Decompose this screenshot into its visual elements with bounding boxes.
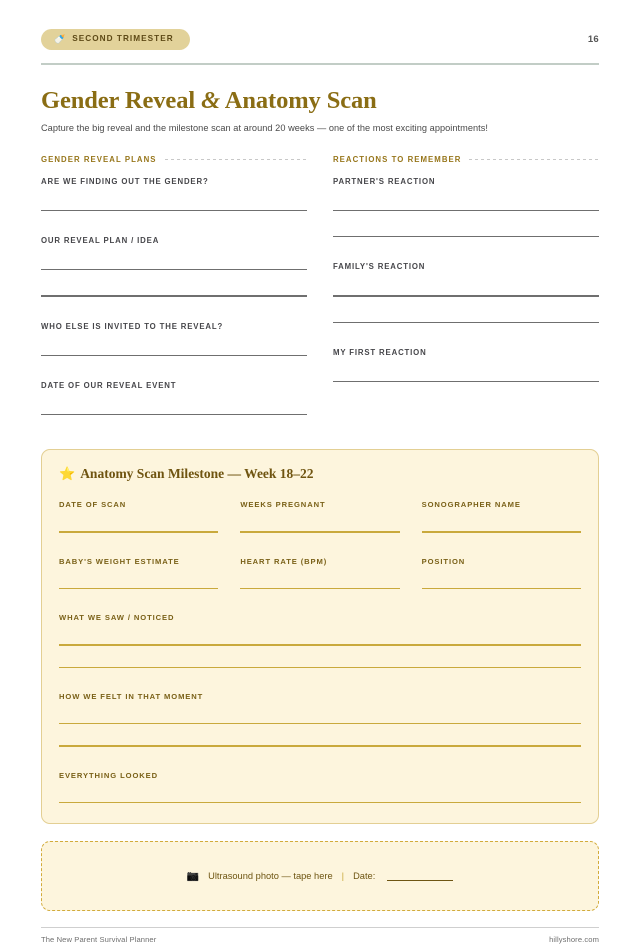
- field-label: SONOGRAPHER NAME: [421, 500, 521, 510]
- ultrasound-photo-box[interactable]: [41, 841, 599, 911]
- section-dashed-rule: [165, 159, 307, 160]
- page-footer: [41, 935, 599, 944]
- photo-box-date-label: Date:: [353, 871, 376, 882]
- card-title-text: Anatomy Scan Milestone — Week 18–22: [80, 466, 314, 482]
- scan-details-row-2: [59, 557, 581, 613]
- write-line[interactable]: [240, 588, 399, 589]
- field-label: PARTNER'S REACTION: [333, 176, 436, 186]
- footer-divider: [41, 927, 599, 928]
- field-label: OUR REVEAL PLAN / IDEA: [41, 235, 160, 245]
- write-line[interactable]: [59, 588, 218, 589]
- write-line[interactable]: [59, 745, 581, 746]
- page-header: [41, 0, 599, 50]
- anatomy-scan-milestone-card: [41, 449, 599, 824]
- section-label: GENDER REVEAL PLANS: [41, 154, 157, 164]
- field-our-reveal-plan-idea: [41, 236, 307, 297]
- page-title-ampersand: &: [201, 86, 221, 114]
- write-line[interactable]: [41, 269, 307, 270]
- page-title-part2: Anatomy Scan: [220, 86, 377, 114]
- field-label: DATE OF OUR REVEAL EVENT: [41, 381, 177, 391]
- write-line[interactable]: [422, 531, 581, 532]
- write-line[interactable]: [41, 355, 307, 356]
- page-title-part1: Gender Reveal: [41, 86, 202, 114]
- field-who-else-is-invited: [41, 322, 307, 356]
- field-label: EVERYTHING LOOKED: [59, 770, 158, 780]
- field-date-of-our-reveal-event: [41, 381, 307, 415]
- write-line[interactable]: [59, 667, 581, 668]
- write-line[interactable]: [41, 295, 307, 296]
- trimester-badge-label: SECOND TRIMESTER: [72, 34, 174, 44]
- camera-icon: 📷: [186, 870, 200, 882]
- reactions-to-remember-column: [333, 155, 599, 430]
- baby-bottle-icon: 🍼: [54, 34, 67, 44]
- write-line[interactable]: [41, 210, 307, 211]
- field-position: [422, 557, 581, 613]
- write-line[interactable]: [59, 802, 581, 803]
- write-line[interactable]: [333, 295, 599, 296]
- photo-box-separator: |: [341, 871, 345, 882]
- write-line[interactable]: [59, 723, 581, 724]
- field-my-first-reaction: [333, 348, 599, 382]
- section-header-reactions-to-remember: [333, 155, 599, 164]
- write-line[interactable]: [422, 588, 581, 589]
- footer-right-text[interactable]: hillyshore.com: [549, 935, 599, 944]
- photo-box-date-line[interactable]: [387, 871, 453, 881]
- write-line[interactable]: [333, 322, 599, 323]
- header-divider: [41, 63, 599, 65]
- page-subtitle: Capture the big reveal and the milestone scan at around 20 weeks — one of the most exciting appointments!: [41, 122, 489, 133]
- field-familys-reaction: [333, 262, 599, 323]
- photo-box-text: Ultrasound photo — tape here: [208, 871, 333, 882]
- field-what-we-saw-noticed: [59, 613, 581, 668]
- field-label: HOW WE FELT IN THAT MOMENT: [59, 692, 204, 702]
- field-label: FAMILY'S REACTION: [333, 262, 426, 272]
- page-title: [41, 87, 599, 115]
- field-label: DATE OF SCAN: [59, 500, 127, 510]
- star-icon: ⭐: [59, 466, 76, 482]
- field-are-we-finding-out-the-gender: [41, 177, 307, 211]
- trimester-badge: [41, 29, 190, 50]
- field-date-of-scan: [59, 500, 218, 556]
- field-partners-reaction: [333, 177, 599, 238]
- field-everything-looked: [59, 771, 581, 803]
- field-how-we-felt-in-that-moment: [59, 692, 581, 747]
- page-number: 16: [587, 34, 599, 45]
- write-line[interactable]: [240, 531, 399, 532]
- section-label: REACTIONS TO REMEMBER: [333, 154, 462, 164]
- write-line[interactable]: [59, 531, 218, 532]
- field-label: HEART RATE (BPM): [240, 556, 328, 566]
- write-line[interactable]: [333, 236, 599, 237]
- field-label: POSITION: [421, 556, 466, 566]
- form-columns: [41, 155, 599, 430]
- field-label: WHAT WE SAW / NOTICED: [59, 613, 175, 623]
- photo-box-content: [187, 871, 454, 882]
- field-label: WEEKS PREGNANT: [240, 500, 326, 510]
- footer-left-text: The New Parent Survival Planner: [41, 935, 157, 944]
- field-label: WHO ELSE IS INVITED TO THE REVEAL?: [41, 321, 224, 331]
- field-label: ARE WE FINDING OUT THE GENDER?: [41, 176, 209, 186]
- write-line[interactable]: [333, 210, 599, 211]
- write-line[interactable]: [59, 644, 581, 645]
- field-babys-weight-estimate: [59, 557, 218, 613]
- field-weeks-pregnant: [240, 500, 399, 556]
- write-line[interactable]: [41, 414, 307, 415]
- field-label: MY FIRST REACTION: [333, 348, 427, 358]
- scan-details-row-1: [59, 500, 581, 556]
- field-label: BABY'S WEIGHT ESTIMATE: [59, 556, 180, 566]
- gender-reveal-plans-column: [41, 155, 307, 430]
- section-header-gender-reveal-plans: [41, 155, 307, 164]
- write-line[interactable]: [333, 381, 599, 382]
- field-sonographer-name: [422, 500, 581, 556]
- section-dashed-rule: [469, 159, 599, 160]
- field-heart-rate-bpm: [240, 557, 399, 613]
- card-title: [59, 466, 581, 482]
